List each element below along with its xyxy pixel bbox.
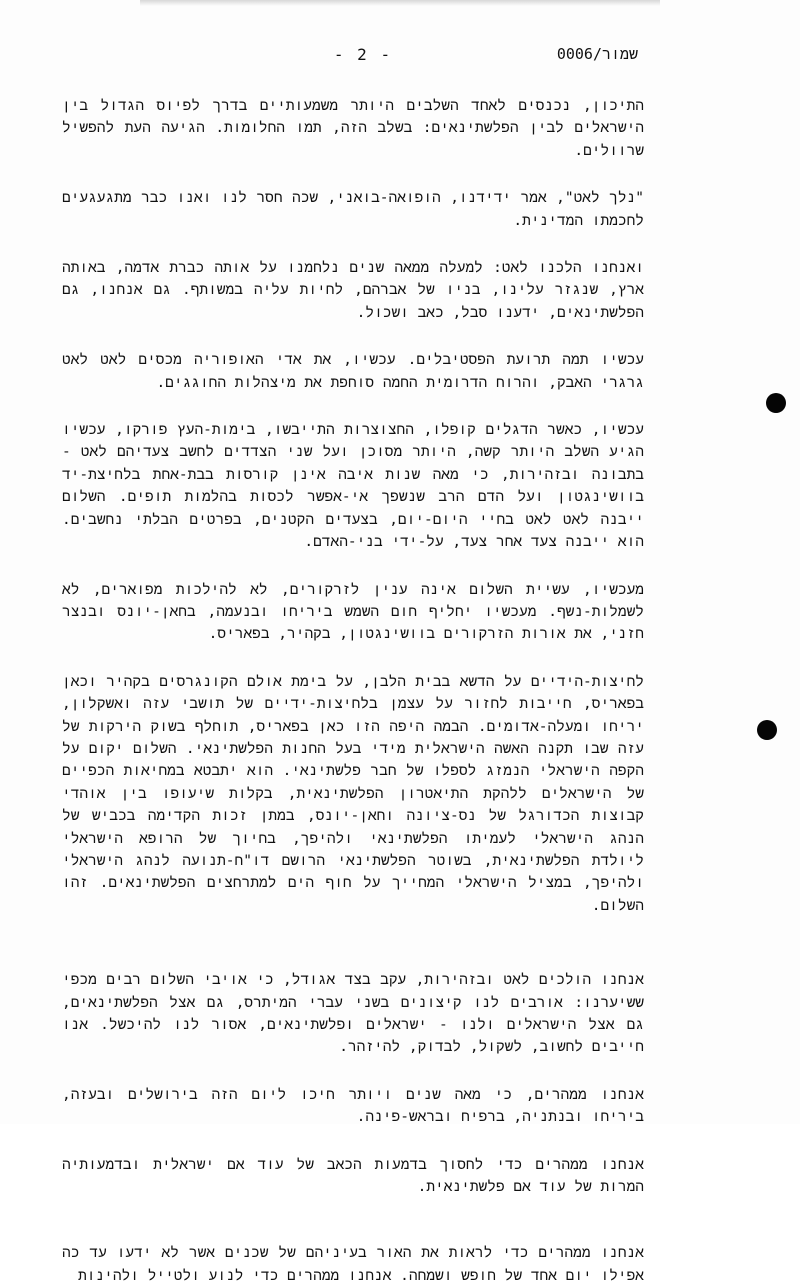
paragraph-7: לחיצות-הידיים על הדשא בבית הלבן, על בימת אולם הקונגרסים בקהיר וכאן בפאריס, חייבות לחזור על עצמן בלחיצות-ידיים של תושבי עזה ואשקלון, יריחו ומעלה-אדומים. הבמה היפה הזו כאן בפאריס, תוחלף בשוק הירקות של עזה שבו תקנה האשה הישראלית מידי בעל החנות הפלשתינאי. השלום יקום על הקפה הישראלי הנמזג לספלו של חבר פלשתינאי. הוא יתבטא במחיאות הכפיים של הישראלים ללהקת התיאטרון הפלשתינאית, בקלות שיעופו בין אוהדי קבוצות הכדורגל של נס-ציונה וחאן-יונס, במתן זכות הקדימה בכביש של הנהג הישראלי לעמיתו הפלשתינאי ולהיפך, בחיוך של הרופא הישראלי ליולדת הפלשתינאית, בשוטר הפלשתינאי הרושם דו"ח-תנועה לנהג הישראלי ולהיפך, במציל הישראלי המחייך על חוף הים למתרחצים הפלשתינאים. זהו השלום. (62, 673, 644, 914)
document-body (62, 95, 644, 1287)
page-number: - 2 - (333, 45, 393, 64)
paragraph-4: עכשיו תמה תרועת הפסטיבלים. עכשיו, את אדי האופוריה מכסים לאט לאט גרגרי האבק, והרוח הדרומית החמה סוחפת את מיצהלות החוגגים. (62, 352, 644, 391)
paragraph-3: ואנחנו הלכנו לאט: למעלה ממאה שנים נלחמנו על אותה כברת אדמה, באותה ארץ, שנגזר עלינו, בניו של אברהם, לחיות עליה במשותף. גם אנחנו, גם הפלשתינאים, ידענו סבל, כאב ושכול. (62, 260, 644, 321)
punch-hole (766, 393, 786, 413)
paragraph-5: עכשיו, כאשר הדגלים קופלו, החצוצרות התייבשו, בימות-העץ פורקו, עכשיו הגיע השלב היותר קשה, היותר מסוכן ועל שני הצדדים לחשב צעדיהם לאט - בתבונה ובזהירות, כי מאה שנות איבה אינן קורסות בבת-אחת בלחיצת-יד בוושינגטון ועל הדם הרב שנשפך אי-אפשר לכסות בהלמות תופים. השלום ייבנה לאט לאט בחיי היום-יום, בצעדים הקטנים, בפרטים הבלתי נחשבים. הוא ייבנה צעד אחר צעד, על-ידי בני-האדם. (62, 422, 644, 551)
scan-top-edge (140, 0, 660, 6)
paragraph-10: אנחנו ממהרים כדי לחסוך בדמעות הכאב של עוד אם ישראלית ובדמעותיה המרות של עוד אם פלשתינאית. (62, 1156, 644, 1196)
paragraph-11: אנחנו ממהרים כדי לראות את האור בעיניהם של שכנים אשר לא ידעו עד כה אפילו יום אחד של חופש ושמחה. אנחנו ממהרים כדי לנוע ולטייל ולהינות (62, 1245, 644, 1284)
paragraph-9: אנחנו ממהרים, כי מאה שנים ויותר חיכו ליום הזה בירושלים ובעזה, ביריחו ובנתניה, ברפיח ובראש-פינה. (62, 1086, 644, 1126)
paragraph-6: מעכשיו, עשיית השלום אינה ענין לזרקורים, לא להילכות מפוארים, לא לשמלות-נשף. מעכשיו יחליף חום השמש ביריחו ובנעמה, בחאן-יונס ובנצר חזני, את אורות הזרקורים בוושינגטון, בקהיר, בפאריס. (62, 581, 644, 643)
paragraph-8: אנחנו הולכים לאט ובזהירות, עקב בצד אגודל, כי אויבי השלום רבים מכפי ששיערנו: אורבים לנו קיצונים בשני עברי המיתרס, גם אצל הפלשתינאים, גם אצל הישראלים ולנו - ישראלים ופלשתינאים, אסור לנו להיכשל. אנו חייבים לחשוב, לשקול, לבדוק, להיזהר. (62, 972, 644, 1056)
punch-hole (757, 720, 777, 740)
paragraph-2: "נלך לאט", אמר ידידנו, הופואה-בואני, שכה חסר לנו ואנו כבר מתגעגעים לחכמתו המדינית. (62, 190, 644, 229)
paragraph-1: התיכון, נכנסים לאחד השלבים היותר משמעותיים בדרך לפיוס הגדול בין הישראלים לבין הפלשתינאים: בשלב הזה, תמו החלומות. הגיעה העת להפשיל שרוולים. (62, 98, 644, 159)
file-reference: 0006/שמור (556, 45, 638, 63)
